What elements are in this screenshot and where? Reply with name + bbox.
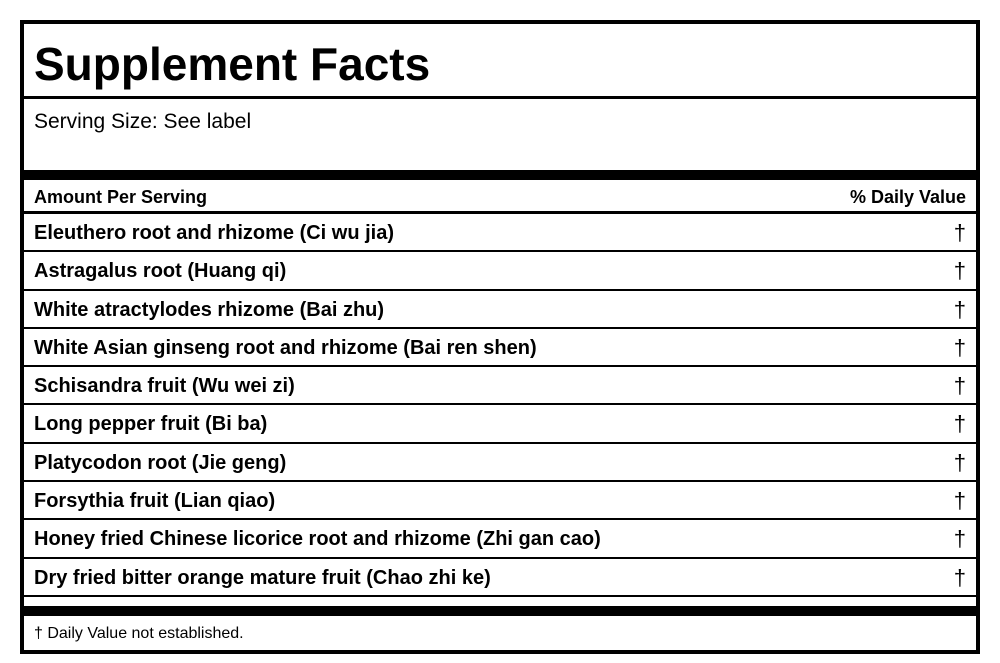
thick-divider-top	[24, 170, 976, 180]
daily-value-dagger: †	[953, 449, 966, 475]
ingredient-name: Honey fried Chinese licorice root and rhizome (Zhi gan cao)	[34, 528, 601, 551]
table-row	[24, 444, 976, 482]
table-row	[24, 405, 976, 443]
thick-divider-bottom	[24, 606, 976, 616]
ingredient-list	[24, 214, 976, 597]
table-row	[24, 252, 976, 290]
table-row	[24, 559, 976, 597]
ingredient-name: Dry fried bitter orange mature fruit (Chao zhi ke)	[34, 566, 491, 589]
ingredient-name: Schisandra fruit (Wu wei zi)	[34, 375, 295, 398]
table-row	[24, 214, 976, 252]
daily-value-dagger: †	[953, 411, 966, 437]
ingredient-name: Eleuthero root and rhizome (Ci wu jia)	[34, 222, 395, 244]
ingredient-name: Forsythia fruit (Lian qiao)	[34, 490, 276, 513]
daily-value-dagger: †	[953, 334, 966, 360]
daily-value-dagger: †	[953, 564, 966, 590]
daily-value-footnote: † Daily Value not established.	[34, 625, 244, 642]
table-row	[24, 482, 976, 520]
ingredient-name: White atractylodes rhizome (Bai zhu)	[34, 298, 385, 321]
amount-per-serving-header: Amount Per Serving	[34, 187, 208, 207]
serving-size: Serving Size: See label	[34, 110, 252, 133]
ingredient-name: White Asian ginseng root and rhizome (Bai ren shen)	[34, 336, 537, 359]
table-row	[24, 329, 976, 367]
daily-value-dagger: †	[953, 296, 966, 322]
daily-value-dagger: †	[953, 220, 966, 245]
daily-value-header: % Daily Value	[849, 187, 966, 207]
table-row	[24, 520, 976, 558]
table-row	[24, 367, 976, 405]
table-row	[24, 291, 976, 329]
title-divider	[24, 96, 976, 99]
daily-value-dagger: †	[953, 488, 966, 514]
daily-value-dagger: †	[953, 373, 966, 399]
ingredient-name: Platycodon root (Jie geng)	[34, 451, 287, 474]
supplement-facts-panel	[20, 20, 980, 654]
ingredient-name: Astragalus root (Huang qi)	[34, 260, 287, 283]
daily-value-dagger: †	[953, 258, 966, 284]
daily-value-dagger: †	[953, 526, 966, 552]
table-header	[24, 182, 976, 214]
ingredient-name: Long pepper fruit (Bi ba)	[34, 413, 268, 436]
panel-title: Supplement Facts	[34, 38, 431, 90]
